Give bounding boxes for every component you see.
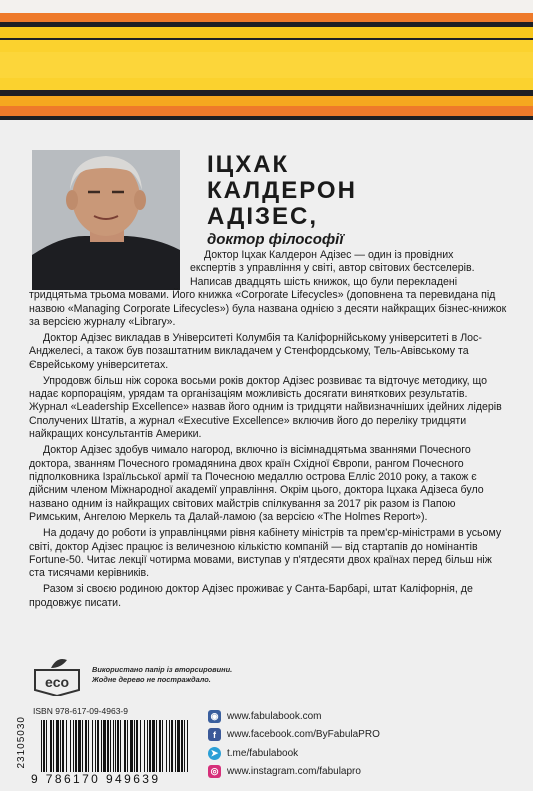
barcode-bar [78, 720, 81, 772]
barcode-bar [41, 720, 42, 772]
link-instagram[interactable]: ◎ www.instagram.com/fabulapro [208, 763, 380, 782]
barcode-bar [115, 720, 116, 772]
barcode-bar [101, 720, 102, 772]
barcode-bar [110, 720, 111, 772]
author-name-line2: КАЛДЕРОН [207, 177, 357, 204]
barcode-bar [82, 720, 83, 772]
barcode-bar [184, 720, 185, 772]
barcode-bar [70, 720, 71, 772]
barcode-bar [92, 720, 93, 772]
link-facebook[interactable]: f www.facebook.com/ByFabulaPRO [208, 726, 380, 745]
barcode-bar [156, 720, 157, 772]
cover-stripes [0, 0, 533, 128]
barcode-bar [127, 720, 128, 772]
bio-paragraph-4: Доктор Адізес здобув чимало нагород, включно із вісімнадцятьма званнями Почесного доктора, званням Почесного громадянина двох країн Східної Європи, рангом Почесного підполковника Ізраїльської армії та Почесною медаллю острова Елліс 2010 року, а також є дійсним членом Міжнародної академії управління. Окрім цього, доктора Іцхака Адізеса було названо одним із найкращих світових майстрів спілкування за 2017 рік разом із Папою Римським, Ангелою Меркель та Далай-ламою (за версією «The Holmes Report»). [29, 444, 484, 524]
barcode-bar [124, 720, 126, 772]
barcode-bar [152, 720, 155, 772]
barcode-bar [144, 720, 145, 772]
barcode-bar [88, 720, 89, 772]
author-name-line3: АДІЗЕС, [207, 203, 319, 230]
barcode-bar [134, 720, 135, 772]
bio-paragraph-3: Упродовж більш ніж сорока восьми років доктор Адізес розвиває та відточує методику, що надає корпораціям, урядам та організаціям можливість досягати виняткових результатів. Журнал «Leadership Excellence» назвав його одним із тридцяти найвизначніших ідейних лідерів Сполучених Штатів, а журнал «Executive Excellence» включив його до переліку тридцяти найкращих консультантів Америки. [29, 374, 502, 441]
barcode [31, 720, 196, 772]
bio-paragraph-6: Разом зі своєю родиною доктор Адізес проживає у Санта-Барбарі, штат Каліфорнія, де продовжує писати. [29, 583, 473, 609]
barcode-bar [50, 720, 52, 772]
barcode-bar [107, 720, 109, 772]
telegram-icon: ➤ [208, 747, 221, 760]
barcode-bar [187, 720, 188, 772]
link-telegram[interactable]: ➤ t.me/fabulabook [208, 744, 380, 763]
barcode-bar [147, 720, 148, 772]
barcode-bar [136, 720, 138, 772]
contact-links [208, 707, 380, 781]
author-heading [207, 152, 507, 248]
barcode-bar [149, 720, 151, 772]
instagram-icon: ◎ [208, 765, 221, 778]
barcode-bar [181, 720, 183, 772]
barcode-bar [43, 720, 45, 772]
link-website[interactable]: ◉ www.fabulabook.com [208, 707, 380, 726]
barcode-bar [130, 720, 133, 772]
barcode-bar [97, 720, 99, 772]
bio-paragraph-5: На додачу до роботи із управлінцями рівня кабінету міністрів та прем'єр-міністрами в усьому світі, доктор Адізес працює із величезною кількістю компаній — від стартапів до номінантів Fortune-50. Читає лекції чотирма мовами, виступав у п'ятдесяти двох країнах перед більш ніж ста тисячами керівників. [29, 527, 502, 580]
barcode-bar [140, 720, 141, 772]
barcode-bar [85, 720, 87, 772]
author-biography [29, 249, 507, 613]
barcode-side-number: 23105030 [16, 716, 27, 769]
barcode-bar [53, 720, 54, 772]
barcode-digits: 9 786170 949639 [31, 772, 161, 786]
barcode-bar [103, 720, 106, 772]
barcode-bar [60, 720, 61, 772]
barcode-bar [66, 720, 67, 772]
eco-logo [31, 656, 83, 696]
barcode-bar [166, 720, 167, 772]
svg-text:eco: eco [44, 674, 70, 690]
bio-paragraph-1-head: Доктор Іцхак Калдерон Адізес — один із провідних експертів з управління у світі, автор світових бестселерів. Написав двадцять шість книжок, що були перекладені [190, 249, 475, 288]
eco-note: Використано папір із вторсировини. Жодне дерево не постраждало. [92, 665, 233, 684]
author-name-line1: ІЦХАК [207, 151, 290, 178]
barcode-bar [177, 720, 180, 772]
barcode-bar [95, 720, 96, 772]
barcode-bar [120, 720, 121, 772]
bio-paragraph-2: Доктор Адізес викладав в Університеті Колумбія та Каліфорнійському університеті в Лос-Анджелесі, а також був позаштатним викладачем у Стенфордському, Тель-Авівському та Єврейському університетах. [29, 331, 482, 371]
barcode-bar [117, 720, 119, 772]
barcode-bar [171, 720, 173, 772]
barcode-bar [162, 720, 163, 772]
barcode-bar [169, 720, 170, 772]
barcode-bar [62, 720, 64, 772]
barcode-bar [159, 720, 161, 772]
globe-icon: ◉ [208, 710, 221, 723]
bio-paragraph-1-rest: тридцятьма трьома мовами. Його книжка «Corporate Lifecycles» (доповнена та перевидана під назвою «Managing Corporate Lifecycles») була названа однією з десяти найкращих бізнес-книжок за версією журналу «Library». [29, 289, 507, 329]
barcode-bar [56, 720, 59, 772]
barcode-bar [175, 720, 176, 772]
barcode-bar [73, 720, 74, 772]
author-degree: доктор філософії [207, 231, 344, 248]
barcode-bar [75, 720, 77, 772]
isbn: ISBN 978-617-09-4963-9 [33, 706, 128, 716]
barcode-bar [113, 720, 114, 772]
barcode-bar [46, 720, 47, 772]
facebook-icon: f [208, 728, 221, 741]
